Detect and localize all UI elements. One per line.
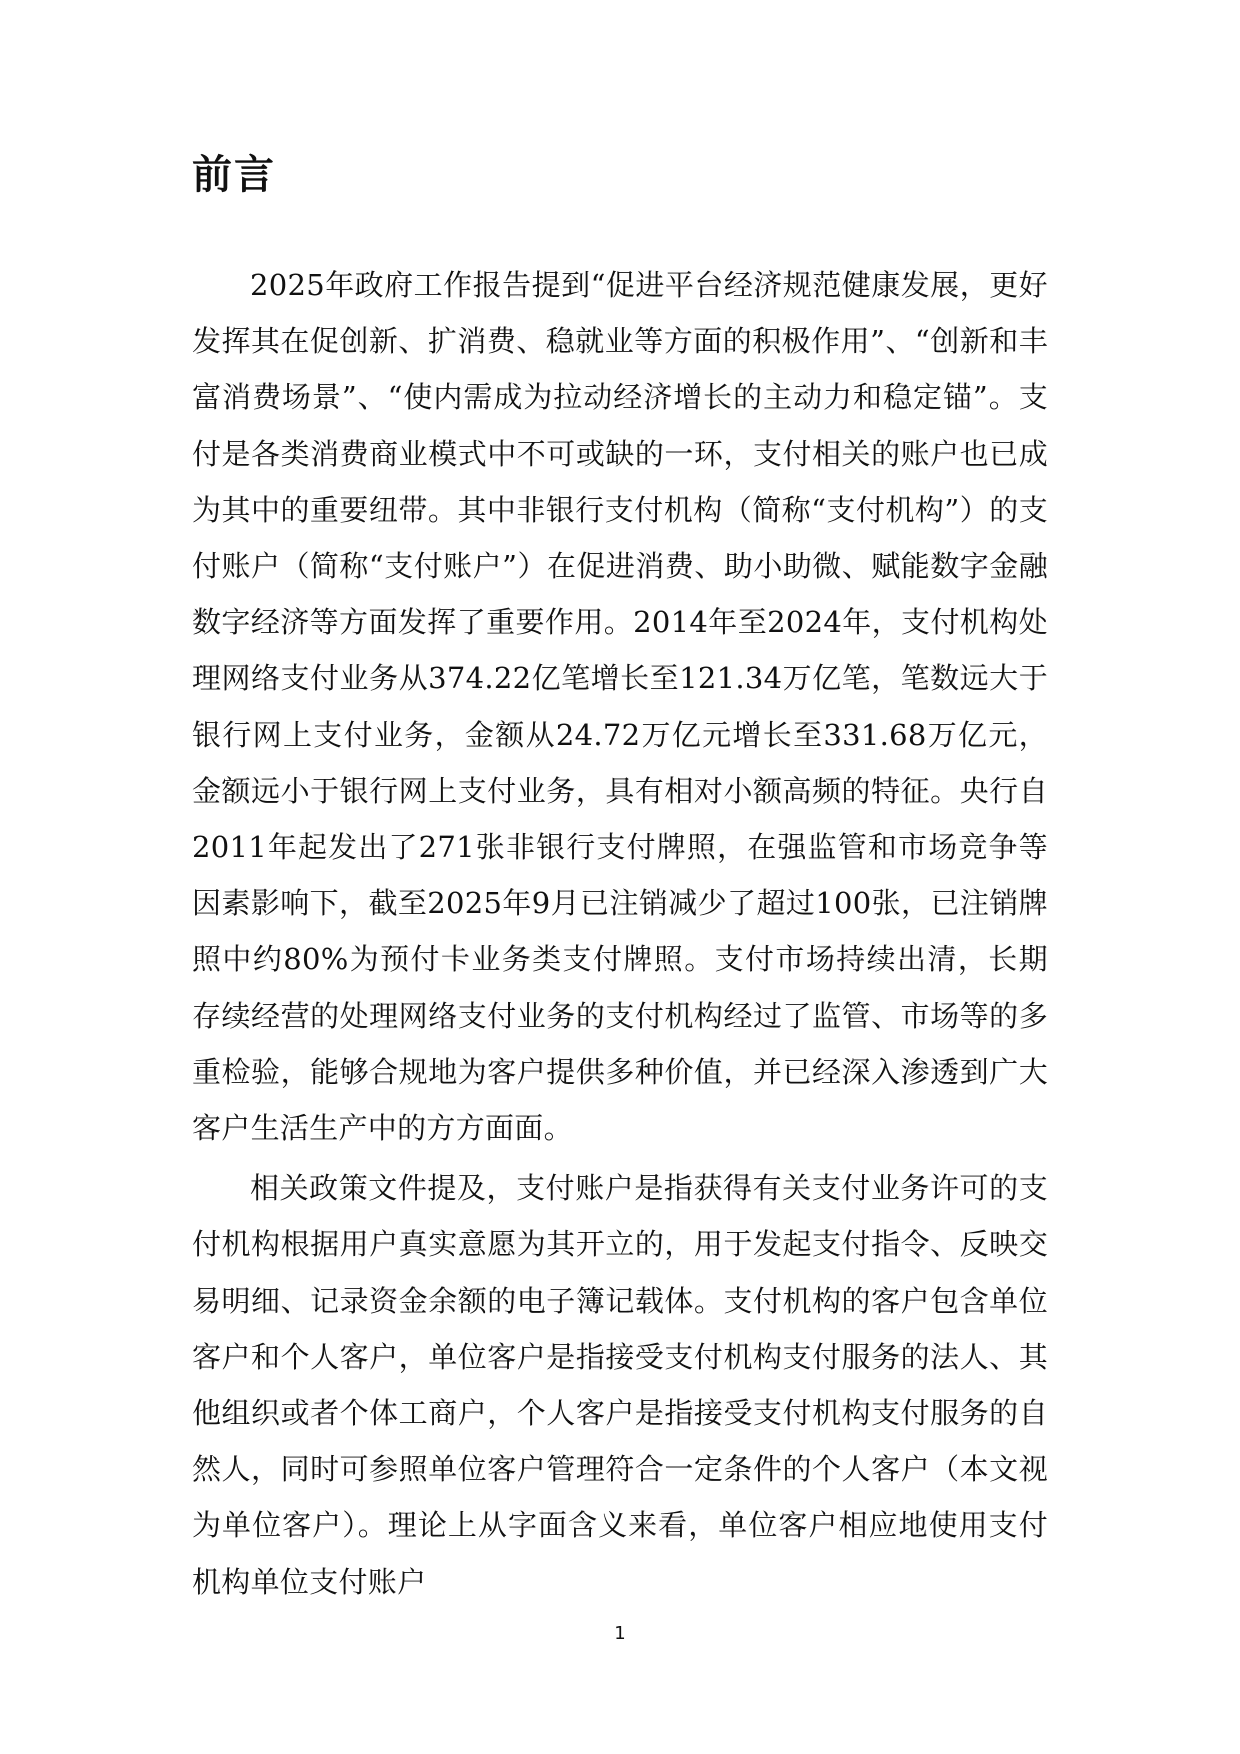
- body-text: [192, 257, 1048, 1614]
- paragraph-2: 相关政策文件提及，支付账户是指获得有关支付业务许可的支付机构根据用户真实意愿为其开立的，用于发起支付指令、反映交易明细、记录资金余额的电子簿记载体。支付机构的客户包含单位客户和个人客户，单位客户是指接受支付机构支付服务的法人、其他组织或者个体工商户，个人客户是指接受支付机构支付服务的自然人，同时可参照单位客户管理符合一定条件的个人客户（本文视为单位客户）。理论上从字面含义来看，单位客户相应地使用支付机构单位支付账户: [192, 1171, 1048, 1599]
- page-title: 前言: [192, 152, 276, 198]
- page-number: 1: [614, 1623, 626, 1644]
- paragraph-1: 2025年政府工作报告提到“促进平台经济规范健康发展，更好发挥其在促创新、扩消费、稳就业等方面的积极作用”、“创新和丰富消费场景”、“使内需成为拉动经济增长的主动力和稳定锚”。支付是各类消费商业模式中不可或缺的一环，支付相关的账户也已成为其中的重要纽带。其中非银行支付机构（简称“支付机构”）的支付账户（简称“支付账户”）在促进消费、助小助微、赋能数字金融数字经济等方面发挥了重要作用。2014年至2024年，支付机构处理网络支付业务从374.22亿笔增长至121.34万亿笔，笔数远大于银行网上支付业务，金额从24.72万亿元增长至331.68万亿元，金额远小于银行网上支付业务，具有相对小额高频的特征。央行自2011年起发出了271张非银行支付牌照，在强监管和市场竞争等因素影响下，截至2025年9月已注销减少了超过100张，已注销牌照中约80%为预付卡业务类支付牌照。支付市场持续出清，长期存续经营的处理网络支付业务的支付机构经过了监管、市场等的多重检验，能够合规地为客户提供多种价值，并已经深入渗透到广大客户生活生产中的方方面面。: [192, 268, 1048, 1146]
